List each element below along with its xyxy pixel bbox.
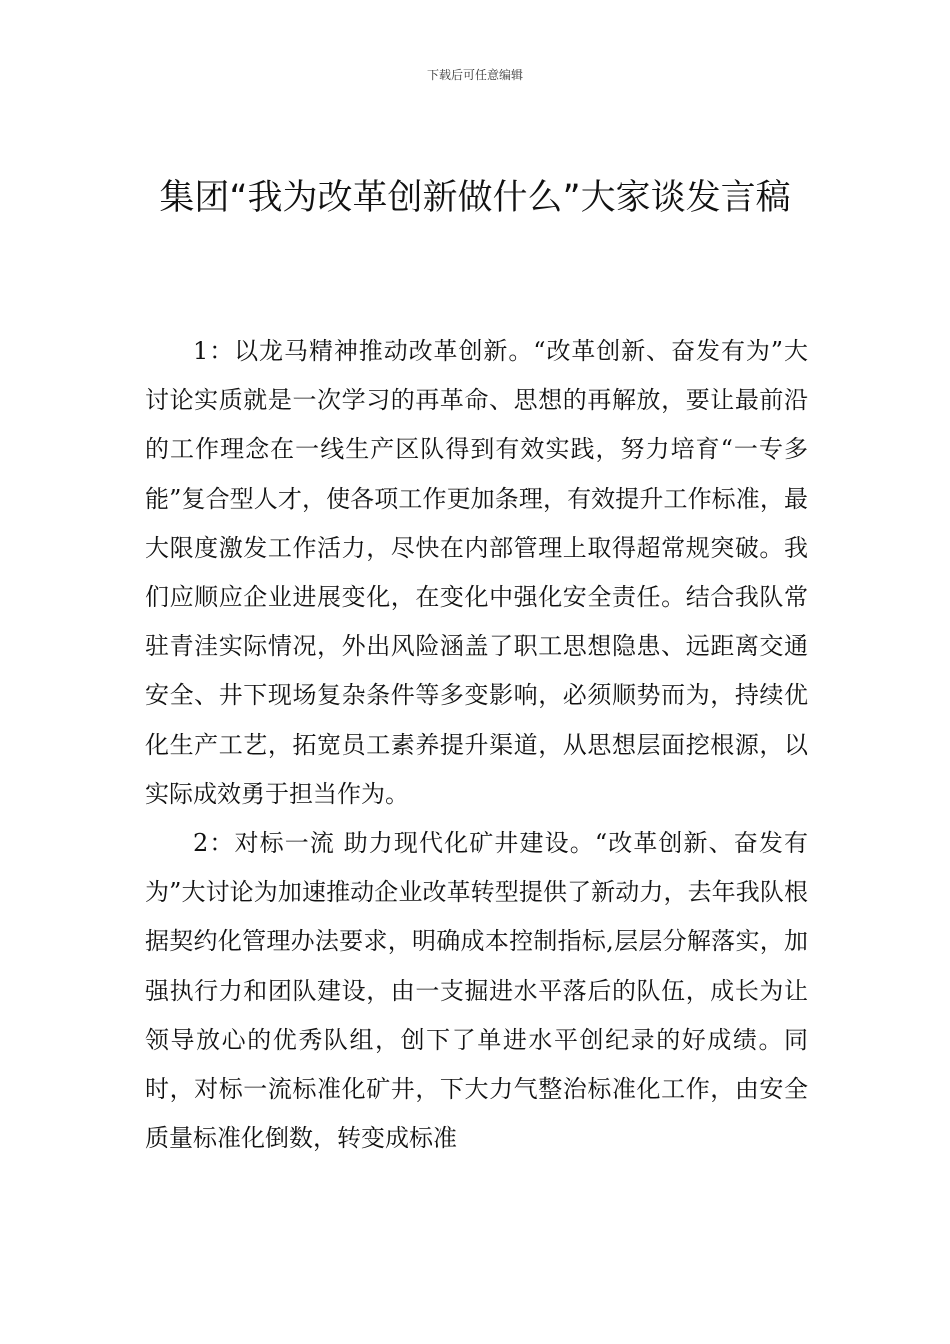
header-note: 下载后可任意编辑 [426,68,523,82]
paragraph: 2：对标一流 助力现代化矿井建设。“改革创新、奋发有为”大讨论为加速推动企业改革转型提供了新动力，去年我队根据契约化管理办法要求，明确成本控制指标,层层分解落实，加强执行力和团队建设，由一支掘进水平落后的队伍，成长为让领导放心的优秀队组，创下了单进水平创纪录的好成绩。同时，对标一流标准化矿井，下大力气整治标准化工作，由安全质量标准化倒数，转变成标准 [145,829,808,1153]
paragraph: 1：以龙马精神推动改革创新。“改革创新、奋发有为”大讨论实质就是一次学习的再革命、思想的再解放，要让最前沿的工作理念在一线生产区队得到有效实践，努力培育“一专多能”复合型人才，使各项工作更加条理，有效提升工作标准，最大限度激发工作活力，尽快在内部管理上取得超常规突破。我们应顺应企业进展变化，在变化中强化安全责任。结合我队常驻青洼实际情况，外出风险涵盖了职工思想隐患、远距离交通安全、井下现场复杂条件等多变影响，必须顺势而为，持续优化生产工艺，拓宽员工素养提升渠道，从思想层面挖根源，以实际成效勇于担当作为。 [145,337,808,808]
document-body [145,327,808,1163]
document-title: 集团“我为改革创新做什么”大家谈发言稿 [159,178,791,218]
